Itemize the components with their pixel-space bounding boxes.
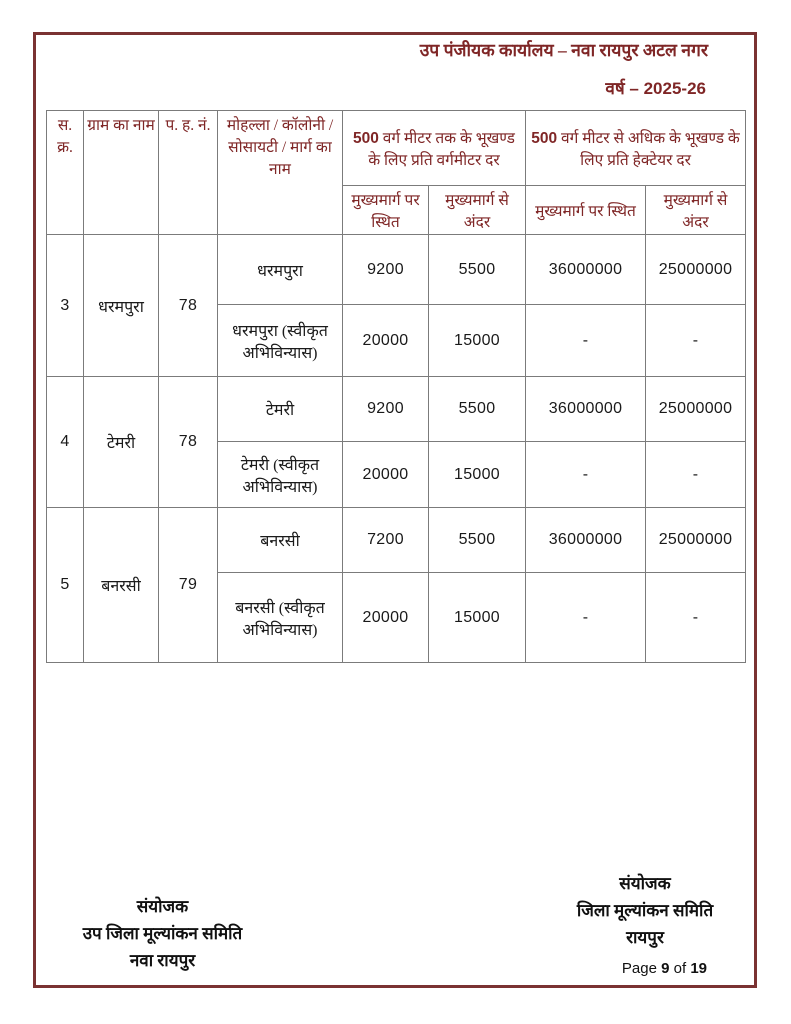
locality-cell: धरमपुरा (स्वीकृत अभिविन्यास) bbox=[218, 305, 343, 377]
header-serial: स. क्र. bbox=[47, 111, 84, 235]
rate-cell: 20000 bbox=[343, 305, 429, 377]
table-row bbox=[47, 235, 746, 305]
village-cell: बनरसी bbox=[84, 508, 159, 663]
rate-cell: 5500 bbox=[429, 508, 526, 573]
rate-cell: 20000 bbox=[343, 442, 429, 508]
committee-name: जिला मूल्यांकन समिति bbox=[576, 901, 714, 920]
table-row bbox=[47, 508, 746, 573]
rate-cell: 15000 bbox=[429, 573, 526, 663]
rate-cell: 5500 bbox=[429, 377, 526, 442]
rate-cell: 25000000 bbox=[646, 377, 746, 442]
rate-cell: 15000 bbox=[429, 305, 526, 377]
signature-block-left bbox=[55, 893, 270, 974]
subheader-inside-2: मुख्यमार्ग से अंदर bbox=[646, 186, 746, 235]
rate-cell: 20000 bbox=[343, 573, 429, 663]
village-cell: धरमपुरा bbox=[84, 235, 159, 377]
subheader-inside-1: मुख्यमार्ग से अंदर bbox=[429, 186, 526, 235]
locality-cell: बनरसी (स्वीकृत अभिविन्यास) bbox=[218, 573, 343, 663]
ph-cell: 79 bbox=[159, 508, 218, 663]
committee-name: उप जिला मूल्यांकन समिति bbox=[82, 924, 243, 943]
locality-cell: बनरसी bbox=[218, 508, 343, 573]
rates-table bbox=[46, 110, 746, 663]
locality-cell: धरमपुरा bbox=[218, 235, 343, 305]
locality-cell: टेमरी bbox=[218, 377, 343, 442]
rate-cell: 9200 bbox=[343, 377, 429, 442]
rate-cell: - bbox=[526, 305, 646, 377]
page-number: Page 9 of 19 bbox=[621, 960, 707, 977]
header-ph-no: प. ह. नं. bbox=[159, 111, 218, 235]
rate-cell: - bbox=[646, 442, 746, 508]
locality-cell: टेमरी (स्वीकृत अभिविन्यास) bbox=[218, 442, 343, 508]
convener-title: संयोजक bbox=[136, 897, 189, 916]
header-group-above-500: 500 वर्ग मीटर से अधिक के भूखण्ड के लिए प्रति हेक्टेयर दर bbox=[526, 111, 746, 186]
header-group-upto-500: 500 वर्ग मीटर तक के भूखण्ड के लिए प्रति वर्गमीटर दर bbox=[343, 111, 526, 186]
serial-cell: 3 bbox=[47, 235, 84, 377]
subheader-on-main-road-1: मुख्यमार्ग पर स्थित bbox=[343, 186, 429, 235]
rate-cell: - bbox=[526, 442, 646, 508]
header-village: ग्राम का नाम bbox=[84, 111, 159, 235]
rate-cell: 9200 bbox=[343, 235, 429, 305]
year-label: वर्ष – 2025-26 bbox=[605, 79, 706, 98]
ph-cell: 78 bbox=[159, 235, 218, 377]
rate-cell: - bbox=[646, 573, 746, 663]
rate-cell: 7200 bbox=[343, 508, 429, 573]
rate-cell: 25000000 bbox=[646, 508, 746, 573]
office-title: उप पंजीयक कार्यालय – नवा रायपुर अटल नगर bbox=[419, 40, 708, 60]
committee-place: नवा रायपुर bbox=[129, 951, 196, 970]
ph-cell: 78 bbox=[159, 377, 218, 508]
rate-cell: 36000000 bbox=[526, 508, 646, 573]
table-row bbox=[47, 377, 746, 442]
village-cell: टेमरी bbox=[84, 377, 159, 508]
rate-cell: - bbox=[526, 573, 646, 663]
convener-title: संयोजक bbox=[619, 874, 671, 893]
serial-cell: 5 bbox=[47, 508, 84, 663]
serial-cell: 4 bbox=[47, 377, 84, 508]
rate-cell: 25000000 bbox=[646, 235, 746, 305]
rate-cell: - bbox=[646, 305, 746, 377]
rate-cell: 15000 bbox=[429, 442, 526, 508]
committee-place: रायपुर bbox=[626, 928, 664, 947]
subheader-on-main-road-2: मुख्यमार्ग पर स्थित bbox=[526, 186, 646, 235]
header-locality: मोहल्ला / कॉलोनी / सोसायटी / मार्ग का नाम bbox=[218, 111, 343, 235]
rate-cell: 5500 bbox=[429, 235, 526, 305]
rate-cell: 36000000 bbox=[526, 377, 646, 442]
signature-block-right bbox=[545, 870, 745, 951]
rate-cell: 36000000 bbox=[526, 235, 646, 305]
